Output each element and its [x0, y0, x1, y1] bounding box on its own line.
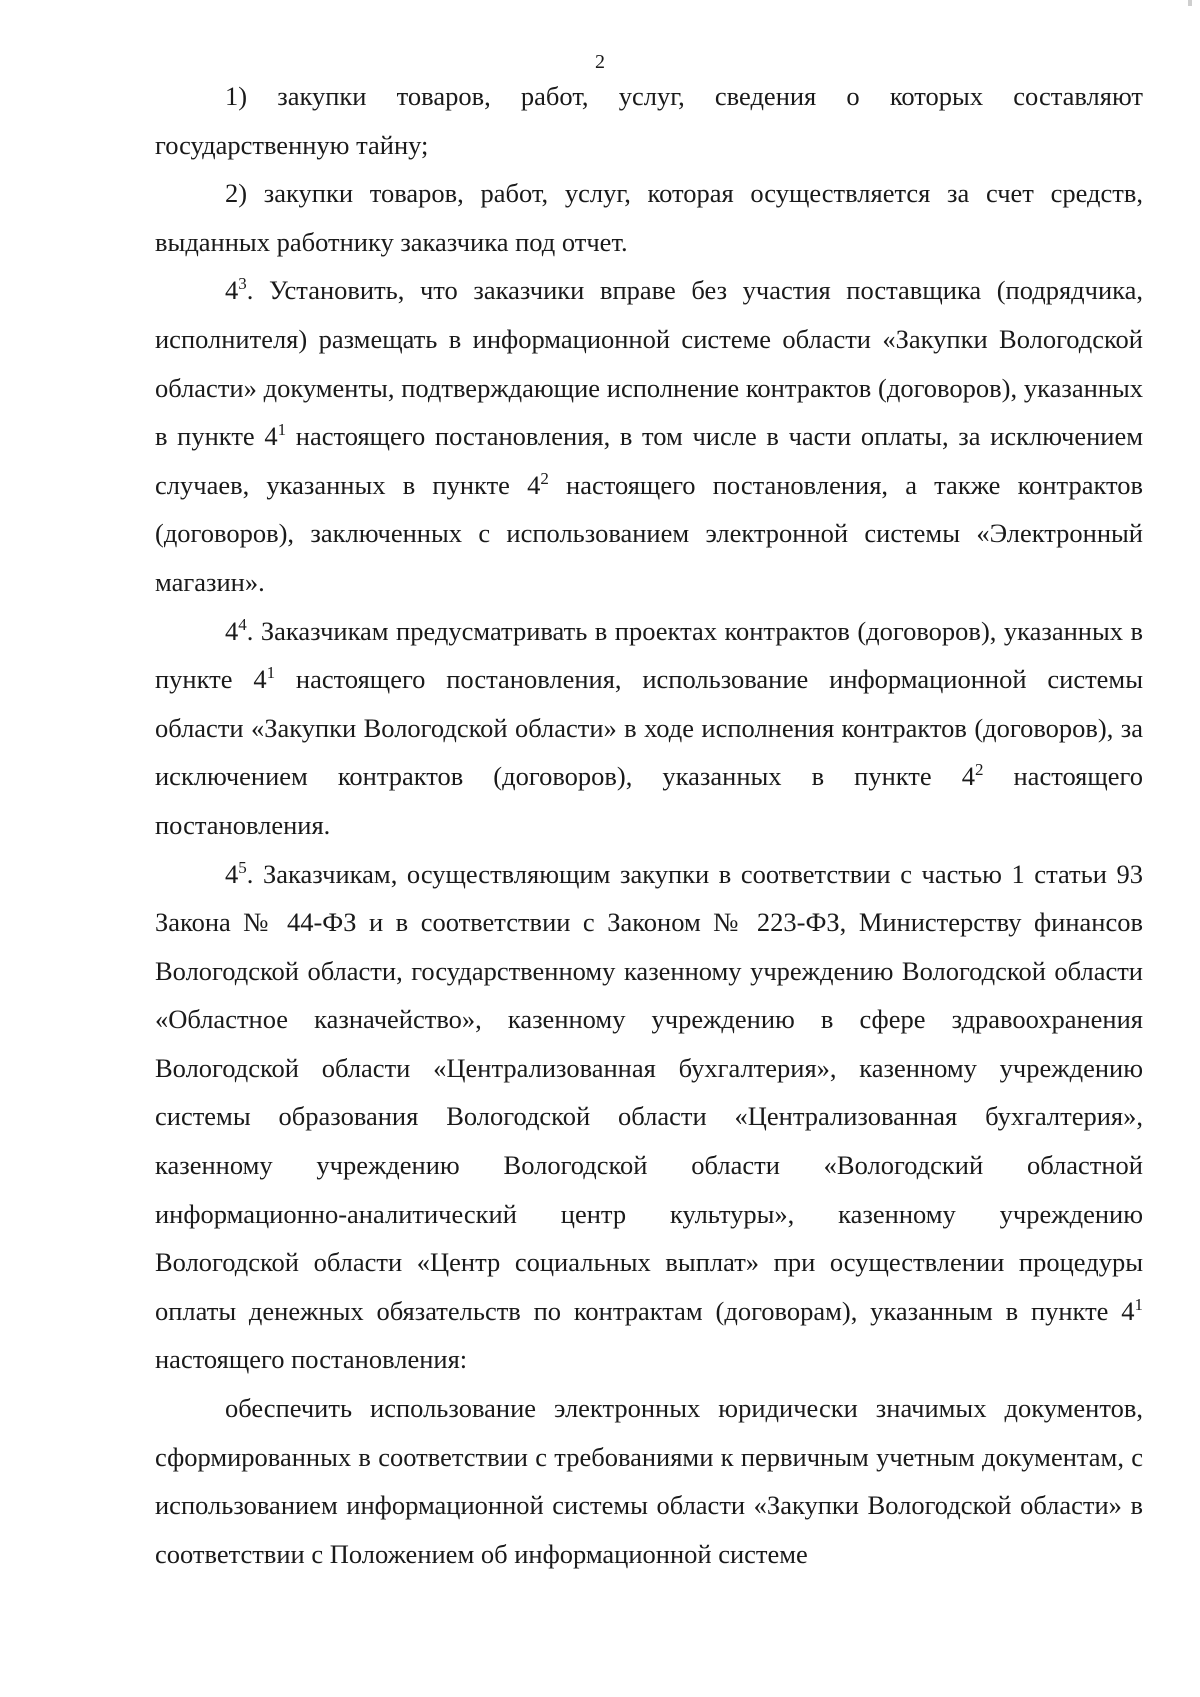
paragraph-item-2: 2) закупки товаров, работ, услуг, которая осуществляется за счет средств, выданных работнику заказчика под отчет. [155, 178, 1143, 257]
clause-superscript: 5 [238, 857, 247, 877]
reference-superscript: 1 [266, 663, 276, 683]
paragraph-text: . Заказчикам предусматривать в проектах контрактов (договоров), указанных в пункте 4 [155, 615, 1143, 695]
paragraph-text: настоящего постановления. [155, 761, 1144, 840]
clause-number: 4 [225, 858, 239, 889]
paragraph-4-3 [155, 266, 1143, 606]
reference-superscript: 2 [974, 760, 984, 780]
clause-number: 4 [225, 275, 239, 306]
page-number: 2 [595, 51, 605, 73]
paragraph-text: настоящего постановления, а также контрактов (договоров), заключенных с использованием электронной системы «Электронный магазин». [155, 469, 1143, 597]
paragraph-text: настоящего постановления: [155, 1344, 468, 1375]
paragraph-item-1: 1) закупки товаров, работ, услуг, сведения о которых составляют государственную тайну; [155, 81, 1143, 160]
paragraph-text: настоящего постановления, в том числе в части оплаты, за исключением случаев, указанных в пункте 4 [155, 421, 1143, 500]
document-body [155, 72, 1143, 1578]
paragraph-4-5 [155, 850, 1143, 1385]
paragraph-4-4 [155, 607, 1143, 850]
reference-superscript: 1 [1134, 1295, 1143, 1315]
reference-superscript: 2 [540, 468, 549, 488]
paragraph-provide-use: обеспечить использование электронных юридически значимых документов, сформированных в соответствии с требованиями к первичным учетным документам, с использованием информационной системы области «Закупки Вологодской области» в соответствии с Положением об информационной системе [155, 1393, 1143, 1569]
paragraph-text: . Заказчикам, осуществляющим закупки в соответствии с частью 1 статьи 93 Закона № 44-ФЗ и в соответствии с Законом № 223-ФЗ, Министерству финансов Вологодской области, государственному казенному учреждению Вологодской области «Областное казначейство», казенному учреждению в сфере здравоохранения Вологодской области «Централизованная бухгалтерия», казенному учреждению системы образования Вологодской области «Централизованная бухгалтерия», казенному учреждению Вологодской области «Вологодский областной информационно-аналитический центр культуры», казенному учреждению Вологодской области «Центр социальных выплат» при осуществлении процедуры оплаты денежных обязательств по контрактам (договорам), указанным в пункте 4 [155, 858, 1143, 1326]
paragraph-text: настоящего постановления, использование информационной системы области «Закупки Вологодской области» в ходе исполнения контрактов (договоров), за исключением контрактов (договоров), указанных в пункте 4 [155, 664, 1143, 792]
reference-superscript: 1 [277, 420, 287, 440]
clause-superscript: 4 [238, 614, 247, 634]
clause-superscript: 3 [238, 274, 247, 294]
clause-number: 4 [225, 615, 239, 646]
scan-mark [1188, 0, 1192, 6]
paragraph-text: . Установить, что заказчики вправе без участия поставщика (подрядчика, исполнителя) размещать в информационной системе области «Закупки Вологодской области» документы, подтверждающие исполнение контрактов (договоров), указанных в пункте 4 [155, 275, 1143, 452]
